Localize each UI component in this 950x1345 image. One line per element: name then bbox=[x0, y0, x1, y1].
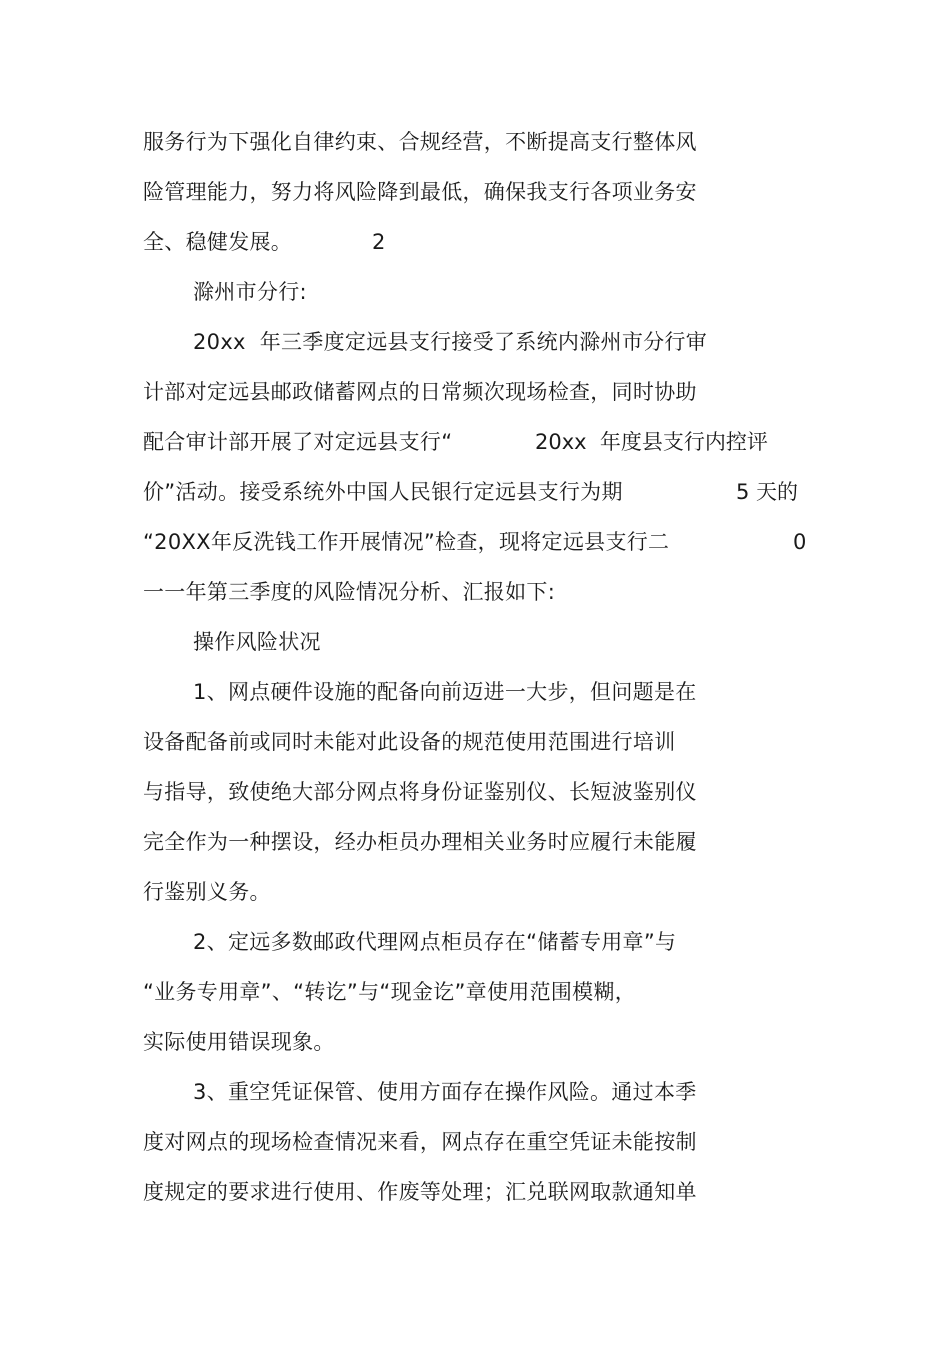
page-number: 2 bbox=[372, 230, 386, 254]
text-line-17: 2、定远多数邮政代理网点柜员存在“储蓄专用章”与 bbox=[193, 930, 677, 954]
text-line-2: 险管理能力，努力将风险降到最低，确保我支行各项业务安 bbox=[143, 180, 697, 204]
text-line-19: 实际使用错误现象。 bbox=[143, 1030, 335, 1054]
text-line-18: “业务专用章”、“转讫”与“现金讫”章使用范围模糊， bbox=[143, 980, 637, 1004]
section-heading: 操作风险状况 bbox=[193, 630, 321, 654]
text-line-21: 度对网点的现场检查情况来看，网点存在重空凭证未能按制 bbox=[143, 1130, 697, 1154]
year-fragment: 20xx 年度县支行内控评 bbox=[535, 430, 768, 454]
text-line-22: 度规定的要求进行使用、作废等处理；汇兑联网取款通知单 bbox=[143, 1180, 697, 1204]
days-fragment: 5 天的 bbox=[736, 480, 799, 504]
text-line-13: 设备配备前或同时未能对此设备的规范使用范围进行培训 bbox=[143, 730, 676, 754]
zero-fragment: 0 bbox=[793, 530, 807, 554]
text-line-3: 全、稳健发展。 bbox=[143, 230, 293, 254]
text-line-8: 价”活动。接受系统外中国人民银行定远县支行为期 bbox=[143, 480, 623, 504]
text-line-15: 完全作为一种摆设，经办柜员办理相关业务时应履行未能履 bbox=[143, 830, 697, 854]
text-line-9: “20XX年反洗钱工作开展情况”检查，现将定远县支行二 bbox=[143, 530, 670, 554]
text-line-12: 1、网点硬件设施的配备向前迈进一大步，但问题是在 bbox=[193, 680, 697, 704]
text-line-5: 20xx 年三季度定远县支行接受了系统内滁州市分行审 bbox=[193, 330, 708, 354]
text-line-14: 与指导，致使绝大部分网点将身份证鉴别仪、长短波鉴别仪 bbox=[143, 780, 697, 804]
text-line-10: 一一年第三季度的风险情况分析、汇报如下: bbox=[143, 580, 556, 604]
text-line-1: 服务行为下强化自律约束、合规经营，不断提高支行整体风 bbox=[143, 130, 697, 154]
text-line-20: 3、重空凭证保管、使用方面存在操作风险。通过本季 bbox=[193, 1080, 697, 1104]
text-line-7: 配合审计部开展了对定远县支行“ bbox=[143, 430, 453, 454]
text-line-4: 滁州市分行: bbox=[193, 280, 307, 304]
text-line-6: 计部对定远县邮政储蓄网点的日常频次现场检查，同时协助 bbox=[143, 380, 697, 404]
text-line-16: 行鉴别义务。 bbox=[143, 880, 271, 904]
